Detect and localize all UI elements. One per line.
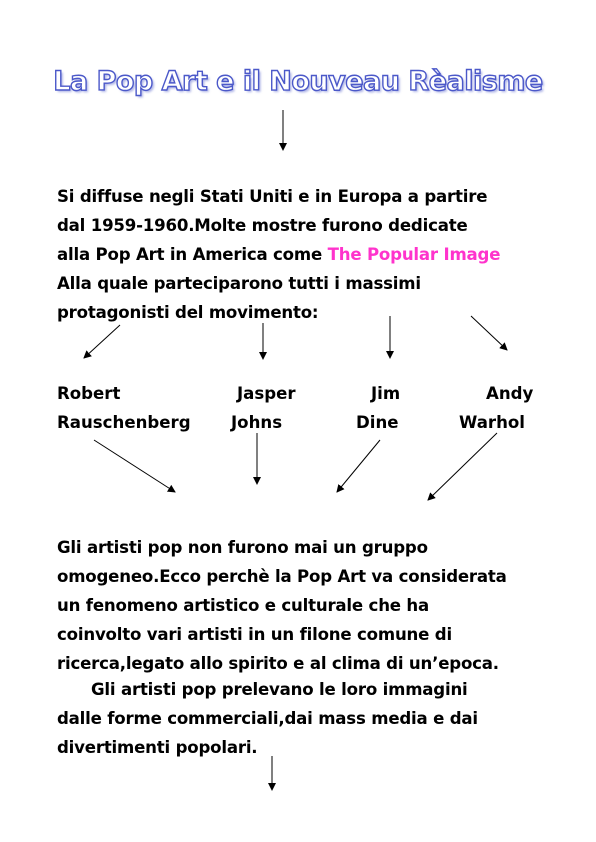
artist-johns bbox=[231, 379, 296, 437]
arrow-rauschenberg-down bbox=[94, 440, 175, 492]
closing-line: dalle forme commerciali,dai mass media e dai bbox=[57, 709, 478, 728]
intro-line: dal 1959-1960.Molte mostre furono dedicate bbox=[57, 216, 468, 235]
page-title: La Pop Art e il Nouveau Rèalisme bbox=[53, 66, 543, 97]
intro-line: protagonisti del movimento: bbox=[57, 303, 319, 322]
artist-first-name: Robert bbox=[57, 384, 121, 403]
body-line: un fenomeno artistico e culturale che ha bbox=[57, 596, 430, 615]
artist-rauschenberg bbox=[57, 379, 191, 437]
artist-first-name: Jasper bbox=[237, 384, 296, 403]
intro-line: Alla quale parteciparono tutti i massimi bbox=[57, 274, 421, 293]
body-line: Gli artisti pop non furono mai un gruppo bbox=[57, 538, 428, 557]
body-line: coinvolto vari artisti in un filone comune di bbox=[57, 625, 452, 644]
artist-first-name: Andy bbox=[486, 384, 534, 403]
artist-first-name: Jim bbox=[371, 384, 401, 403]
intro-paragraph bbox=[57, 182, 547, 327]
artist-last-name: Rauschenberg bbox=[57, 413, 191, 432]
artist-dine bbox=[356, 379, 400, 437]
arrow-to-rauschenberg bbox=[84, 325, 120, 358]
artist-last-name: Warhol bbox=[459, 413, 525, 432]
intro-line: Si diffuse negli Stati Uniti e in Europa a partire bbox=[57, 187, 488, 206]
arrow-dine-down bbox=[337, 440, 380, 492]
closing-line: Gli artisti pop prelevano le loro immagini bbox=[91, 680, 468, 699]
arrow-warhol-down bbox=[428, 433, 497, 500]
body-line: omogeneo.Ecco perchè la Pop Art va considerata bbox=[57, 567, 507, 586]
body-paragraph bbox=[57, 533, 547, 678]
exhibition-title: The Popular Image bbox=[327, 245, 501, 264]
intro-line-prefix: alla Pop Art in America come bbox=[57, 245, 328, 264]
closing-line: divertimenti popolari. bbox=[57, 738, 258, 757]
intro-line-with-highlight bbox=[57, 240, 547, 269]
artist-last-name: Johns bbox=[231, 413, 283, 432]
body-line: ricerca,legato allo spirito e al clima di un’epoca. bbox=[57, 654, 499, 673]
artist-warhol bbox=[459, 379, 533, 437]
closing-paragraph bbox=[57, 675, 547, 762]
artist-last-name: Dine bbox=[356, 413, 399, 432]
